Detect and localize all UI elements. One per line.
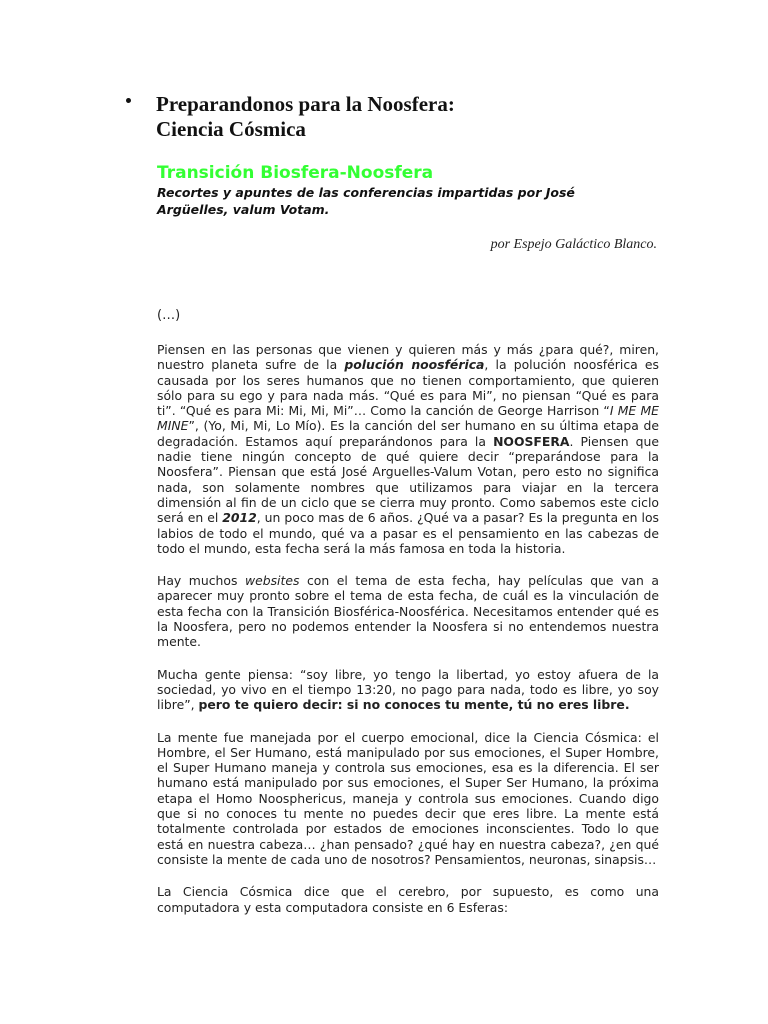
p1-bold-italic-1: polución noosférica: [344, 357, 485, 373]
paragraph-5: La Ciencia Cósmica dice que el cerebro, por supuesto, es como una computadora y esta computadora consiste en 6 Esferas:: [157, 884, 659, 915]
p1-bold-1: NOOSFERA: [493, 433, 570, 449]
bullet-icon: [126, 98, 131, 103]
subtitle: Transición Biosfera-Noosfera: [157, 163, 434, 183]
p1-text-4: . Piensen que nadie tiene ningún concepto de qué quiere decir “preparándose para la Noosfera”. Piensan que está José Arguelles-Valum Votan, pero esto no significa nada, son solamente nombres que utilizamos para viajar en la tercera dimensión al fin de un ciclo que se cierra muy pronto. Como sabemos este ciclo será en el: [157, 433, 659, 526]
p3-bold-1: pero te quiero decir: si no conoces tu mente, tú no eres libre.: [198, 697, 630, 713]
intro-text: Recortes y apuntes de las conferencias impartidas por José Argüelles, valum Votam.: [157, 185, 575, 217]
byline: por Espejo Galáctico Blanco.: [490, 237, 657, 252]
p3-text-1: Mucha gente piensa: “soy libre, yo tengo la libertad, yo estoy afuera de la sociedad, yo vivo en el tiempo 13:20, no pago para nada, todo es libre, yo soy libre”,: [157, 666, 659, 713]
p1-text-1: Piensen en las personas que vienen y quieren más y más ¿para qué?, miren, nuestro planeta sufre de la: [157, 342, 659, 373]
paragraph-4: La mente fue manejada por el cuerpo emocional, dice la Ciencia Cósmica: el Hombre, el Ser Humano, está manipulado por sus emociones, el Super Hombre, el Super Humano maneja y controla sus emociones, esa es la diferencia. El ser humano está manipulado por sus emociones, el Super Ser Humano, la próxima etapa el Homo Noosphericus, maneja y controla sus emociones. Cuando digo que si no conoces tu mente no puedes decir que eres libre. La mente está totalmente controlada por estados de emociones inconscientes. Todo lo que está en nuestra cabeza… ¿han pensado? ¿qué hay en nuestra cabeza?, ¿en qué consiste la mente de cada uno de nosotros? Pensamientos, neuronas, sinapsis…: [157, 729, 659, 867]
paragraph-2: [157, 573, 659, 649]
article-body: [157, 342, 659, 930]
main-title-line1: Preparandonos para la Noosfera:: [156, 92, 455, 116]
p1-bold-italic-2: 2012: [222, 510, 257, 526]
main-title-line2: Ciencia Cósmica: [156, 117, 306, 141]
ellipsis: (…): [157, 308, 181, 323]
p1-text-5: , un poco mas de 6 años. ¿Qué va a pasar? Es la pregunta en los labios de todo el mundo, qué va a pasar es el pensamiento en las cabezas de todo el mundo, esta fecha será la más famosa en toda la historia.: [157, 510, 659, 556]
p1-text-3: ”, (Yo, Mi, Mi, Lo Mío). Es la canción del ser humano en su última etapa de degradación. Estamos aquí preparándonos para la: [157, 418, 659, 449]
p2-italic-1: websites: [244, 573, 300, 589]
p2-text-2: con el tema de esta fecha, hay películas que van a aparecer muy pronto sobre el tema de esta fecha, de cuál es la vinculación de esta fecha con la Transición Biosférica-Noosférica. Necesitamos entender qué es la Noosfera, pero no podemos entender la Noosfera si no entendemos nuestra mente.: [157, 573, 659, 650]
p1-italic-1: I ME ME MINE: [157, 403, 659, 434]
heading-block: [118, 92, 678, 142]
p1-text-2: , la polución noosférica es causada por los seres humanos que no tienen comportamiento, que quieren sólo para su ego y para nada más. “Qué es para Mi”, no piensan “Qué es para ti”. “Qué es para Mi: Mi, Mi, Mi”… Como la canción de George Harrison “: [157, 357, 659, 419]
main-title: [118, 92, 678, 142]
paragraph-1: [157, 342, 659, 556]
paragraph-3: [157, 667, 659, 713]
p2-text-1: Hay muchos: [157, 573, 245, 589]
